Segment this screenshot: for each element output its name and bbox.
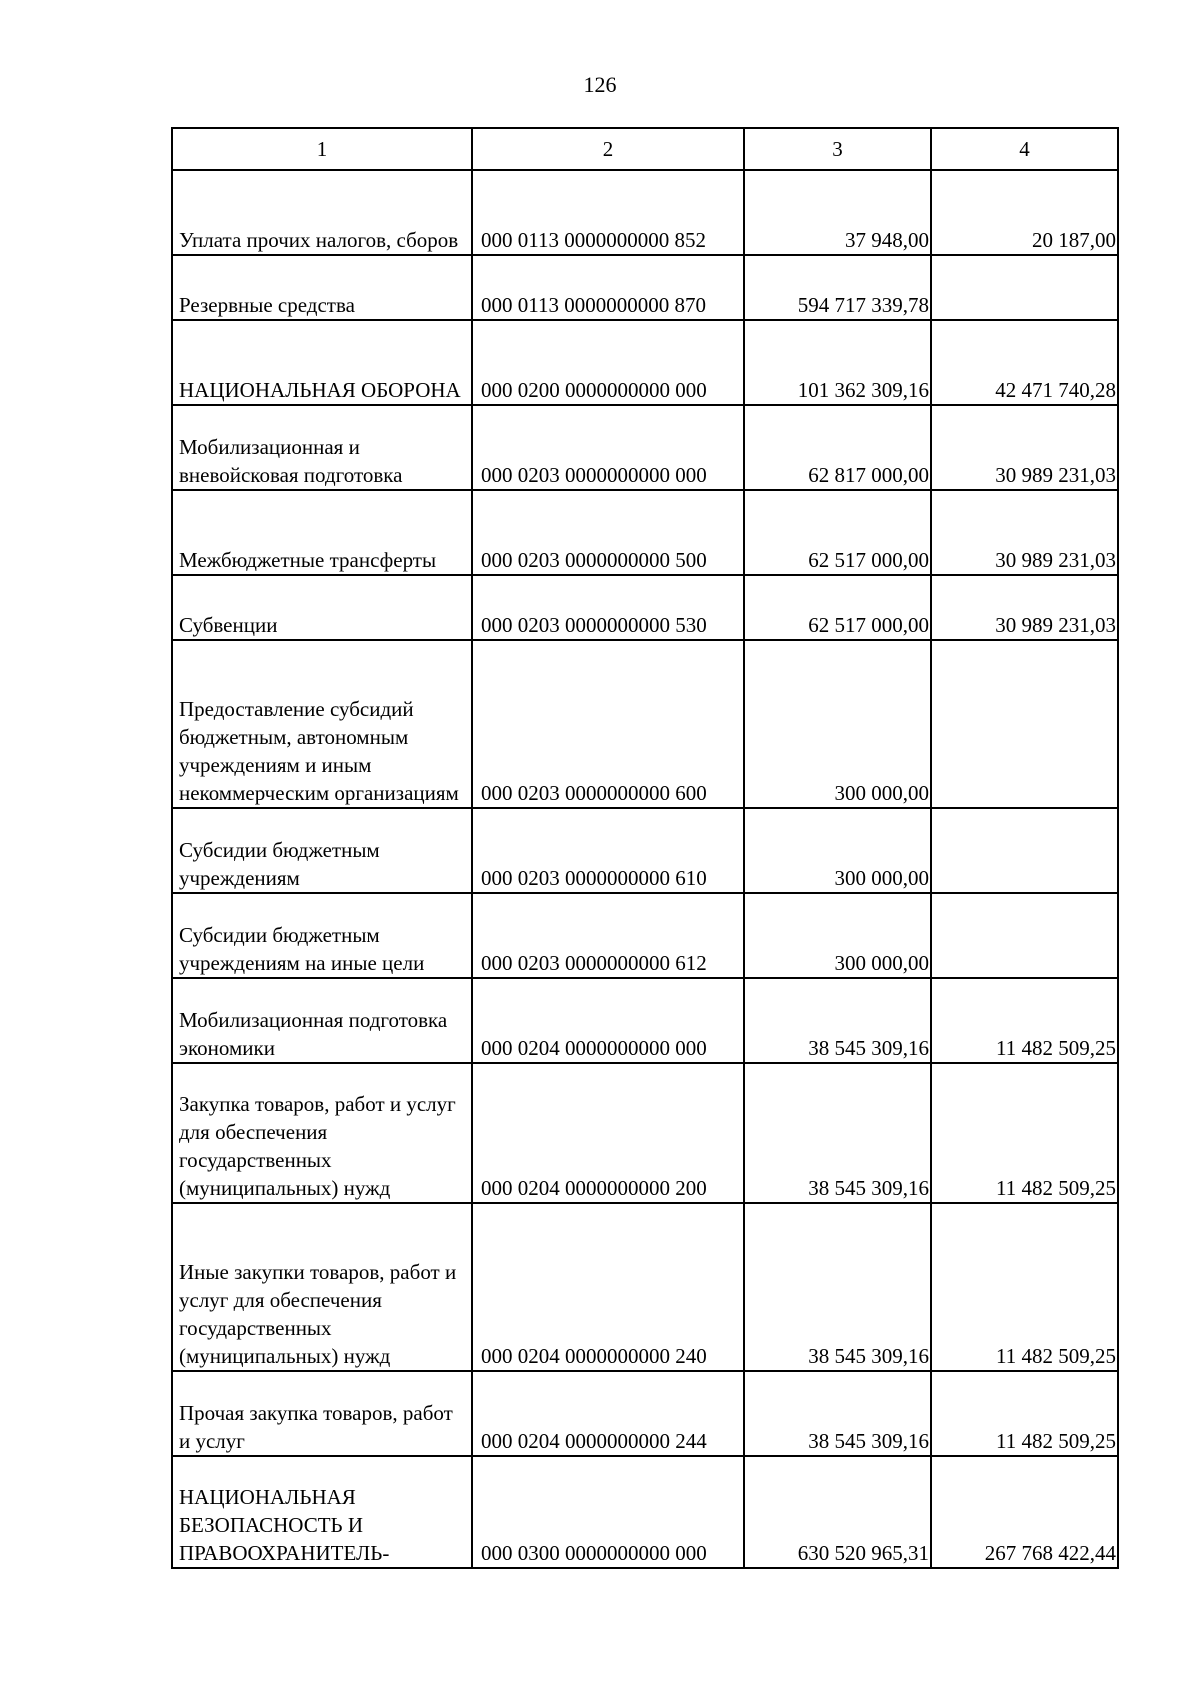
row-value-col4 bbox=[931, 255, 1118, 320]
table-row bbox=[172, 1063, 1118, 1203]
row-value-col3: 38 545 309,16 bbox=[744, 1063, 931, 1203]
row-value-col4: 11 482 509,25 bbox=[931, 1203, 1118, 1371]
row-value-col4 bbox=[931, 893, 1118, 978]
row-name: Субсидии бюджетным учреждениям на иные цели bbox=[172, 893, 472, 978]
row-name: НАЦИОНАЛЬНАЯ ОБОРОНА bbox=[172, 320, 472, 405]
row-value-col4: 20 187,00 bbox=[931, 170, 1118, 255]
table-row bbox=[172, 320, 1118, 405]
table-row bbox=[172, 490, 1118, 575]
row-code: 000 0203 0000000000 600 bbox=[472, 640, 744, 808]
row-value-col4: 30 989 231,03 bbox=[931, 575, 1118, 640]
row-value-col4: 11 482 509,25 bbox=[931, 1063, 1118, 1203]
row-code: 000 0204 0000000000 200 bbox=[472, 1063, 744, 1203]
row-name: Межбюджетные трансферты bbox=[172, 490, 472, 575]
row-name: Иные закупки товаров, работ и услуг для обеспечения государственных (муниципальных) нужд bbox=[172, 1203, 472, 1371]
table-row bbox=[172, 575, 1118, 640]
row-name: Предоставление субсидий бюджетным, автономным учреждениям и иным некоммерческим организациям bbox=[172, 640, 472, 808]
row-value-col4: 42 471 740,28 bbox=[931, 320, 1118, 405]
column-header-4: 4 bbox=[931, 128, 1118, 170]
row-value-col3: 62 517 000,00 bbox=[744, 490, 931, 575]
table-row bbox=[172, 255, 1118, 320]
row-name: Субсидии бюджетным учреждениям bbox=[172, 808, 472, 893]
row-name: Мобилизационная подготовка экономики bbox=[172, 978, 472, 1063]
row-value-col4: 267 768 422,44 bbox=[931, 1456, 1118, 1568]
column-header-2: 2 bbox=[472, 128, 744, 170]
table-row bbox=[172, 1203, 1118, 1371]
row-code: 000 0300 0000000000 000 bbox=[472, 1456, 744, 1568]
table-row bbox=[172, 893, 1118, 978]
row-value-col3: 630 520 965,31 bbox=[744, 1456, 931, 1568]
table-header-row bbox=[172, 128, 1118, 170]
row-code: 000 0203 0000000000 530 bbox=[472, 575, 744, 640]
column-header-3: 3 bbox=[744, 128, 931, 170]
row-value-col3: 594 717 339,78 bbox=[744, 255, 931, 320]
row-code: 000 0203 0000000000 610 bbox=[472, 808, 744, 893]
row-value-col3: 38 545 309,16 bbox=[744, 1203, 931, 1371]
page-number: 126 bbox=[583, 72, 617, 97]
row-value-col3: 300 000,00 bbox=[744, 808, 931, 893]
row-name: Субвенции bbox=[172, 575, 472, 640]
table-row bbox=[172, 808, 1118, 893]
row-value-col4: 30 989 231,03 bbox=[931, 405, 1118, 490]
table-row bbox=[172, 1456, 1118, 1568]
row-code: 000 0200 0000000000 000 bbox=[472, 320, 744, 405]
row-name: Закупка товаров, работ и услуг для обеспечения государственных (муниципальных) нужд bbox=[172, 1063, 472, 1203]
row-name: Мобилизационная и вневойсковая подготовка bbox=[172, 405, 472, 490]
row-value-col4 bbox=[931, 808, 1118, 893]
row-value-col4: 11 482 509,25 bbox=[931, 978, 1118, 1063]
row-value-col3: 300 000,00 bbox=[744, 640, 931, 808]
row-value-col4 bbox=[931, 640, 1118, 808]
row-code: 000 0204 0000000000 000 bbox=[472, 978, 744, 1063]
budget-table bbox=[171, 127, 1119, 1569]
row-value-col3: 62 517 000,00 bbox=[744, 575, 931, 640]
row-value-col3: 300 000,00 bbox=[744, 893, 931, 978]
row-name: Прочая закупка товаров, работ и услуг bbox=[172, 1371, 472, 1456]
row-value-col3: 101 362 309,16 bbox=[744, 320, 931, 405]
row-code: 000 0203 0000000000 500 bbox=[472, 490, 744, 575]
row-code: 000 0204 0000000000 240 bbox=[472, 1203, 744, 1371]
row-code: 000 0203 0000000000 000 bbox=[472, 405, 744, 490]
row-name: Уплата прочих налогов, сборов bbox=[172, 170, 472, 255]
table-row bbox=[172, 170, 1118, 255]
row-code: 000 0113 0000000000 870 bbox=[472, 255, 744, 320]
table-row bbox=[172, 640, 1118, 808]
row-value-col4: 30 989 231,03 bbox=[931, 490, 1118, 575]
table-row bbox=[172, 978, 1118, 1063]
table-row bbox=[172, 1371, 1118, 1456]
row-name: Резервные средства bbox=[172, 255, 472, 320]
row-value-col3: 62 817 000,00 bbox=[744, 405, 931, 490]
table-row bbox=[172, 405, 1118, 490]
row-code: 000 0203 0000000000 612 bbox=[472, 893, 744, 978]
column-header-1: 1 bbox=[172, 128, 472, 170]
row-code: 000 0113 0000000000 852 bbox=[472, 170, 744, 255]
row-code: 000 0204 0000000000 244 bbox=[472, 1371, 744, 1456]
row-value-col3: 38 545 309,16 bbox=[744, 1371, 931, 1456]
row-value-col3: 38 545 309,16 bbox=[744, 978, 931, 1063]
row-name: НАЦИОНАЛЬНАЯ БЕЗОПАСНОСТЬ И ПРАВООХРАНИТЕЛЬ- bbox=[172, 1456, 472, 1568]
row-value-col3: 37 948,00 bbox=[744, 170, 931, 255]
row-value-col4: 11 482 509,25 bbox=[931, 1371, 1118, 1456]
